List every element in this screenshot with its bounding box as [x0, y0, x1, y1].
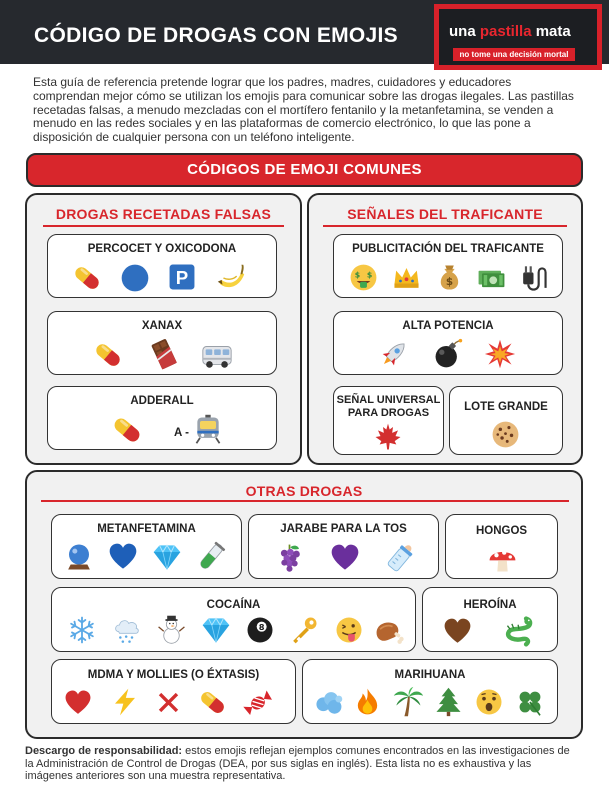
- crystal-ball-icon: [64, 542, 94, 572]
- card-cocaine: [51, 587, 416, 652]
- money-wings-icon: [476, 263, 507, 294]
- card-label: ADDERALL: [130, 395, 194, 407]
- card-dealer-advertising: [333, 234, 563, 298]
- crown-icon: [391, 262, 422, 293]
- disclaimer-text: estos emojis reflejan ejemplos comunes encontrados en las investigaciones de la Administración de Control de Drogas (DEA, por sus siglas en inglés). Esta lista no es exhaustiva y las imágenes anteriores son una muestra representativa.: [25, 745, 570, 783]
- panel-heading: SEÑALES DEL TRAFICANTE: [347, 206, 543, 222]
- brown-heart-icon: [443, 617, 472, 646]
- tongue-face-icon: [334, 615, 364, 645]
- test-tube-icon: [195, 541, 227, 573]
- card-xanax: [47, 311, 277, 375]
- blue-heart-icon: [108, 542, 138, 572]
- plug-icon: [518, 262, 549, 293]
- card-cough-syrup: [248, 514, 439, 579]
- red-heart-icon: [64, 689, 92, 717]
- card-mdma: [51, 659, 296, 724]
- adderall-prefix: A -: [174, 427, 189, 439]
- card-label: ALTA POTENCIA: [402, 320, 494, 332]
- chocolate-bar-icon: [148, 338, 180, 370]
- pill-icon: [110, 413, 144, 447]
- card-label: PERCOCET Y OXICODONA: [87, 243, 237, 255]
- eight-ball-icon: [245, 615, 275, 645]
- poultry-leg-icon: [373, 615, 405, 647]
- evergreen-tree-icon: [433, 686, 464, 717]
- card-label: JARABE PARA LA TOS: [280, 523, 407, 535]
- card-label: COCAÍNA: [206, 599, 261, 611]
- parking-sign-icon: [168, 263, 196, 291]
- snowman-icon: [156, 614, 187, 645]
- card-label: LOTE GRANDE: [464, 401, 548, 413]
- svg-text:8: 8: [258, 622, 265, 632]
- rocket-icon: [378, 338, 410, 370]
- maple-leaf-icon: [373, 422, 403, 452]
- banana-icon: [214, 261, 248, 295]
- disclaimer: [25, 745, 580, 783]
- card-heroin: [422, 587, 558, 652]
- card-label: HEROÍNA: [463, 599, 517, 611]
- page-title: CÓDIGO DE DROGAS CON EMOJIS: [34, 24, 398, 47]
- snow-cloud-icon: [112, 615, 142, 645]
- candy-icon: [242, 687, 274, 719]
- disclaimer-label: Descargo de responsabilidad:: [25, 745, 183, 757]
- dragon-icon: [503, 615, 535, 647]
- section-banner: CÓDIGOS DE EMOJI COMUNES: [26, 153, 583, 187]
- snowflake-icon: [67, 615, 97, 645]
- pill-icon: [197, 687, 228, 718]
- baby-bottle-icon: [385, 541, 417, 573]
- campaign-logo: [434, 4, 602, 70]
- gem-icon: [201, 615, 231, 645]
- cross-mark-icon: [154, 688, 183, 717]
- panel-heading: OTRAS DROGAS: [245, 483, 363, 499]
- lightning-icon: [110, 687, 140, 717]
- card-label: SEÑAL UNIVERSAL PARA DROGAS: [336, 394, 441, 419]
- pill-icon: [71, 262, 103, 294]
- card-large-batch: [449, 386, 563, 455]
- panel-fake-pills: [25, 193, 302, 465]
- fire-icon: [353, 687, 382, 716]
- card-label: XANAX: [141, 320, 183, 332]
- card-label: HONGOS: [475, 525, 528, 537]
- money-mouth-face-icon: [348, 262, 379, 293]
- train-icon: [192, 413, 224, 445]
- pill-icon: [92, 339, 124, 371]
- card-label: PUBLICITACIÓN DEL TRAFICANTE: [352, 243, 544, 255]
- heading-underline: [323, 225, 567, 227]
- gem-icon: [152, 542, 182, 572]
- bus-icon: [200, 338, 234, 372]
- card-high-potency: [333, 311, 563, 375]
- card-marijuana: [302, 659, 558, 724]
- logo-tagline: no tome una decisión mortal: [453, 48, 575, 61]
- panel-heading: DROGAS RECETADAS FALSAS: [55, 206, 272, 222]
- dash-icon: [313, 687, 344, 718]
- card-percocet: [47, 234, 277, 298]
- astonished-face-icon: [474, 687, 504, 717]
- four-leaf-clover-icon: [515, 687, 545, 717]
- card-meth: [51, 514, 242, 579]
- card-universal-signal: [333, 386, 444, 455]
- card-label: METANFETAMINA: [97, 523, 196, 535]
- blue-circle-icon: [119, 262, 151, 294]
- mushroom-icon: [487, 544, 518, 575]
- panel-dealer-signals: [307, 193, 583, 465]
- explosion-icon: [484, 338, 516, 370]
- key-icon: [289, 615, 319, 645]
- card-mushrooms: [445, 514, 558, 579]
- palm-tree-icon: [392, 686, 424, 718]
- cookie-icon: [490, 419, 521, 450]
- heading-underline: [43, 225, 284, 227]
- intro-paragraph: Esta guía de referencia pretende lograr que los padres, madres, cuidadores y educadores comprendan mejor cómo se utilizan los emojis para comunicar sobre las drogas ilegales. Las pastillas recetadas falsas, a menudo mezcladas con el mortífero fentanilo y la metanfetamina, se venden a menudo en las redes sociales y en las plataformas de comercio electrónico, lo que las pone a disposición de cualquier persona con un teléfono inteligente.: [33, 75, 574, 145]
- card-adderall: [47, 386, 277, 450]
- heading-underline: [41, 500, 569, 502]
- svg-text:P: P: [175, 267, 189, 288]
- bomb-icon: [432, 338, 464, 370]
- purple-heart-icon: [330, 543, 360, 573]
- money-bag-icon: [434, 262, 465, 293]
- card-label: MDMA Y MOLLIES (O ÉXTASIS): [87, 669, 260, 681]
- panel-other-drugs: [25, 470, 583, 739]
- card-label: MARIHUANA: [394, 669, 466, 681]
- grapes-icon: [274, 542, 305, 573]
- logo-wordmark: una pastilla mata: [449, 23, 571, 40]
